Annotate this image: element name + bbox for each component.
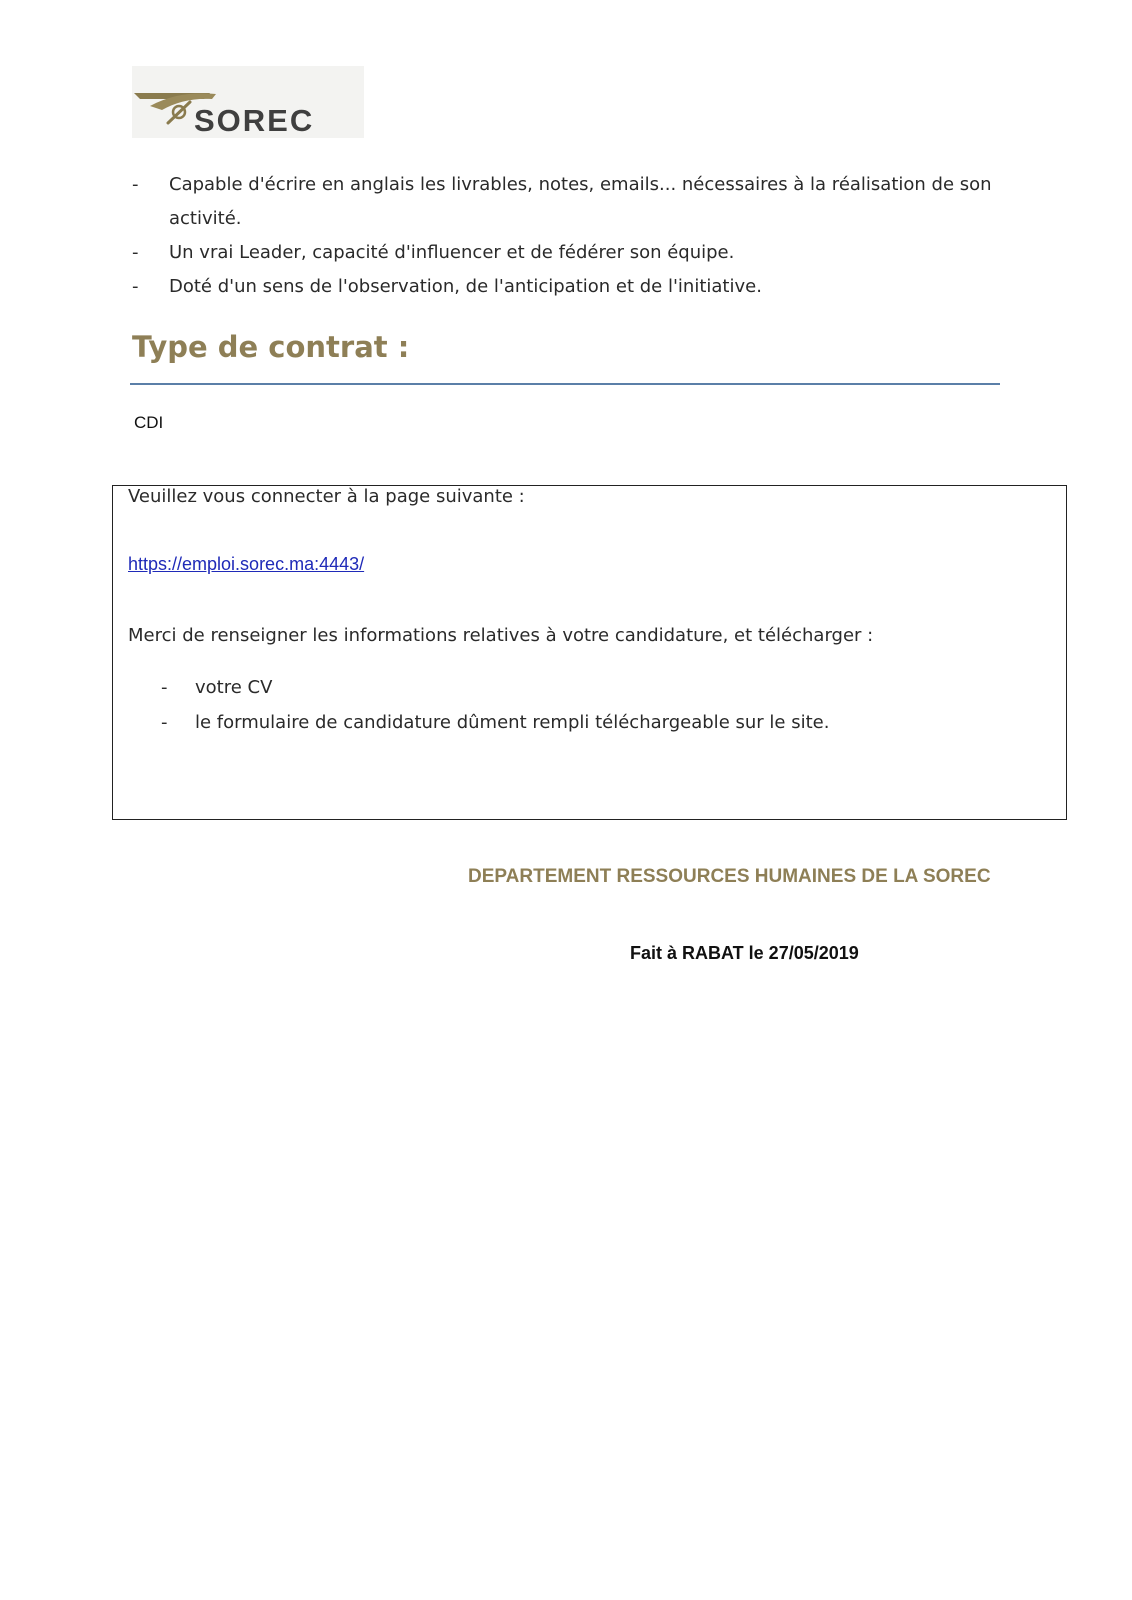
section-divider — [130, 383, 1000, 385]
bullet-dash: - — [132, 276, 139, 297]
section-title-contract: Type de contrat : — [132, 330, 410, 364]
list-item — [161, 670, 829, 705]
place-and-date: Fait à RABAT le 27/05/2019 — [630, 943, 859, 963]
application-instructions-box — [112, 485, 1067, 820]
list-item-text: Capable d'écrire en anglais les livrables, notes, emails... nécessaires à la réalisation de son activité. — [169, 174, 992, 229]
list-item-text: le formulaire de candidature dûment rempli téléchargeable sur le site. — [195, 712, 830, 733]
list-item-text: Doté d'un sens de l'observation, de l'anticipation et de l'initiative. — [169, 276, 762, 297]
list-item — [132, 236, 1002, 270]
bullet-dash: - — [132, 242, 139, 263]
bullet-dash: - — [161, 677, 168, 698]
list-item-text: votre CV — [195, 677, 273, 698]
logo-wordmark: SOREC — [194, 103, 315, 138]
bullet-dash: - — [132, 174, 139, 195]
sorec-logo — [132, 66, 364, 138]
contract-type-value: CDI — [134, 413, 164, 432]
list-item — [132, 168, 1002, 236]
list-item — [132, 270, 1002, 304]
box-intro-text: Veuillez vous connecter à la page suivante : — [128, 486, 525, 507]
box-instructions-text: Merci de renseigner les informations relatives à votre candidature, et télécharger : — [128, 625, 874, 646]
sorec-logo-graphic — [132, 66, 364, 138]
list-item-text: Un vrai Leader, capacité d'influencer et de fédérer son équipe. — [169, 242, 735, 263]
bullet-dash: - — [161, 712, 168, 733]
department-signature: DEPARTEMENT RESSOURCES HUMAINES DE LA SOREC — [468, 866, 991, 887]
requirements-list — [132, 168, 1002, 304]
list-item — [161, 705, 829, 740]
application-link[interactable]: https://emploi.sorec.ma:4443/ — [128, 554, 365, 574]
documents-list — [161, 670, 829, 740]
